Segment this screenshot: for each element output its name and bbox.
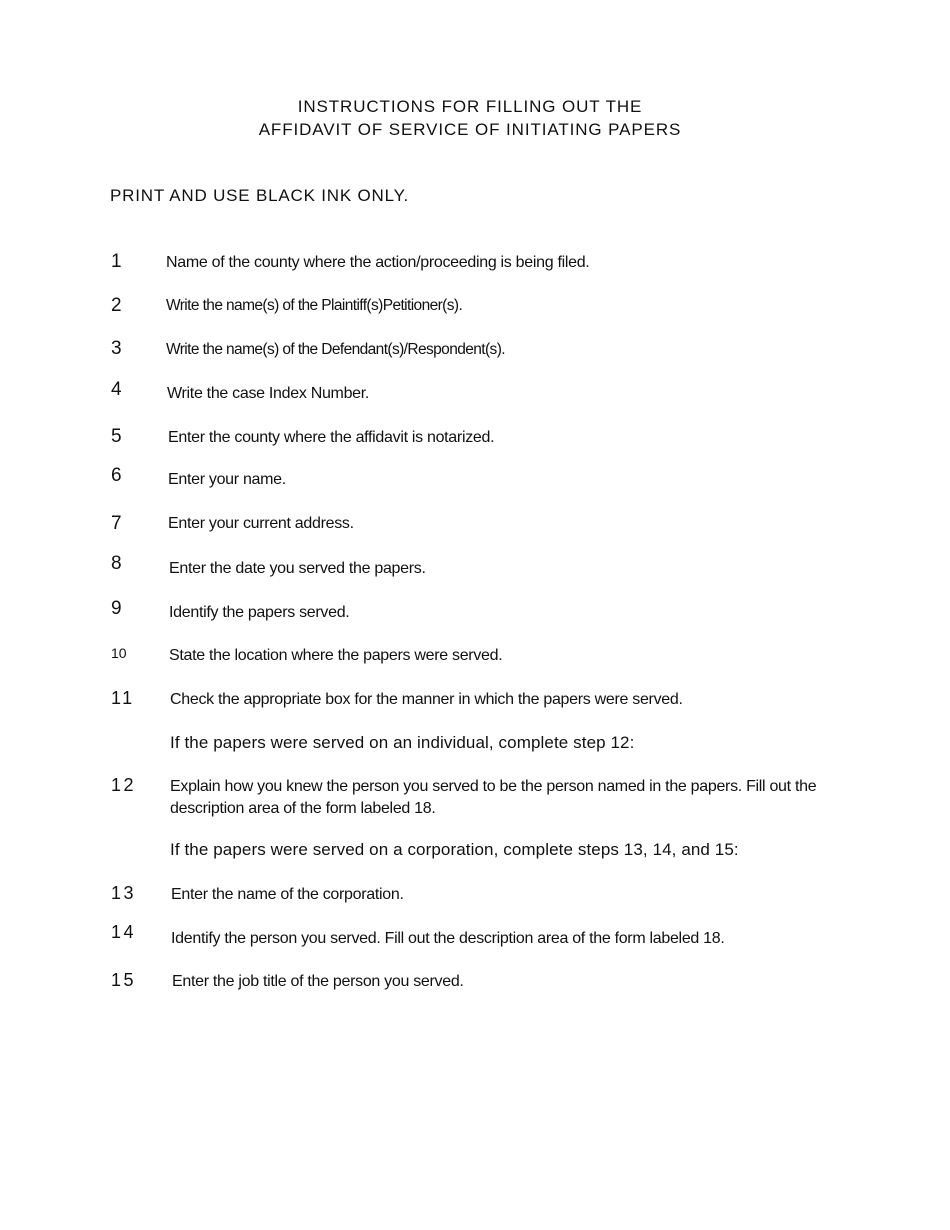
step-number: 4 <box>111 379 124 400</box>
step-text: State the location where the papers were served. <box>169 647 503 664</box>
step-text: Explain how you knew the person you served to be the person named in the papers. Fill out the description area of the form labeled 18. <box>170 778 817 817</box>
step-text: Write the name(s) of the Defendant(s)/Respondent(s). <box>166 341 505 358</box>
step-text: Check the appropriate box for the manner in which the papers were served. <box>170 691 683 708</box>
step-number: 11 <box>111 688 135 708</box>
step-number: 14 <box>111 922 137 942</box>
title-line-1: INSTRUCTIONS FOR FILLING OUT THE <box>297 97 643 116</box>
step-number: 13 <box>111 883 137 903</box>
step-text: Enter your name. <box>168 471 286 488</box>
step-number: 5 <box>111 426 124 447</box>
step-text: Name of the county where the action/proceeding is being filed. <box>166 254 590 271</box>
individual-note: If the papers were served on an individual, complete step 12: <box>170 733 635 752</box>
step-number: 2 <box>111 295 124 316</box>
step-text: Enter your current address. <box>168 515 354 532</box>
title-line-2: AFFIDAVIT OF SERVICE OF INITIATING PAPERS <box>258 120 682 139</box>
step-text: Write the case Index Number. <box>167 385 370 402</box>
step-number: 7 <box>111 513 124 534</box>
step-text: Enter the date you served the papers. <box>169 560 426 577</box>
step-number: 3 <box>111 338 124 359</box>
step-text: Enter the name of the corporation. <box>171 886 404 903</box>
step-text: Enter the county where the affidavit is notarized. <box>168 429 495 446</box>
step-number: 6 <box>111 465 124 486</box>
step-number: 12 <box>111 775 137 795</box>
step-number: 9 <box>111 598 124 619</box>
step-text: Identify the person you served. Fill out the description area of the form labeled 18. <box>171 930 725 947</box>
step-number: 1 <box>111 251 124 272</box>
step-text: Enter the job title of the person you served. <box>172 973 464 990</box>
step-number: 15 <box>111 970 137 990</box>
step-number: 8 <box>111 553 124 574</box>
step-text: Identify the papers served. <box>169 604 350 621</box>
step-number: 10 <box>111 645 127 661</box>
ink-instruction: PRINT AND USE BLACK INK ONLY. <box>110 186 410 205</box>
corporation-note: If the papers were served on a corporation, complete steps 13, 14, and 15: <box>170 840 739 859</box>
step-text: Write the name(s) of the Plaintiff(s)Petitioner(s). <box>166 297 463 314</box>
